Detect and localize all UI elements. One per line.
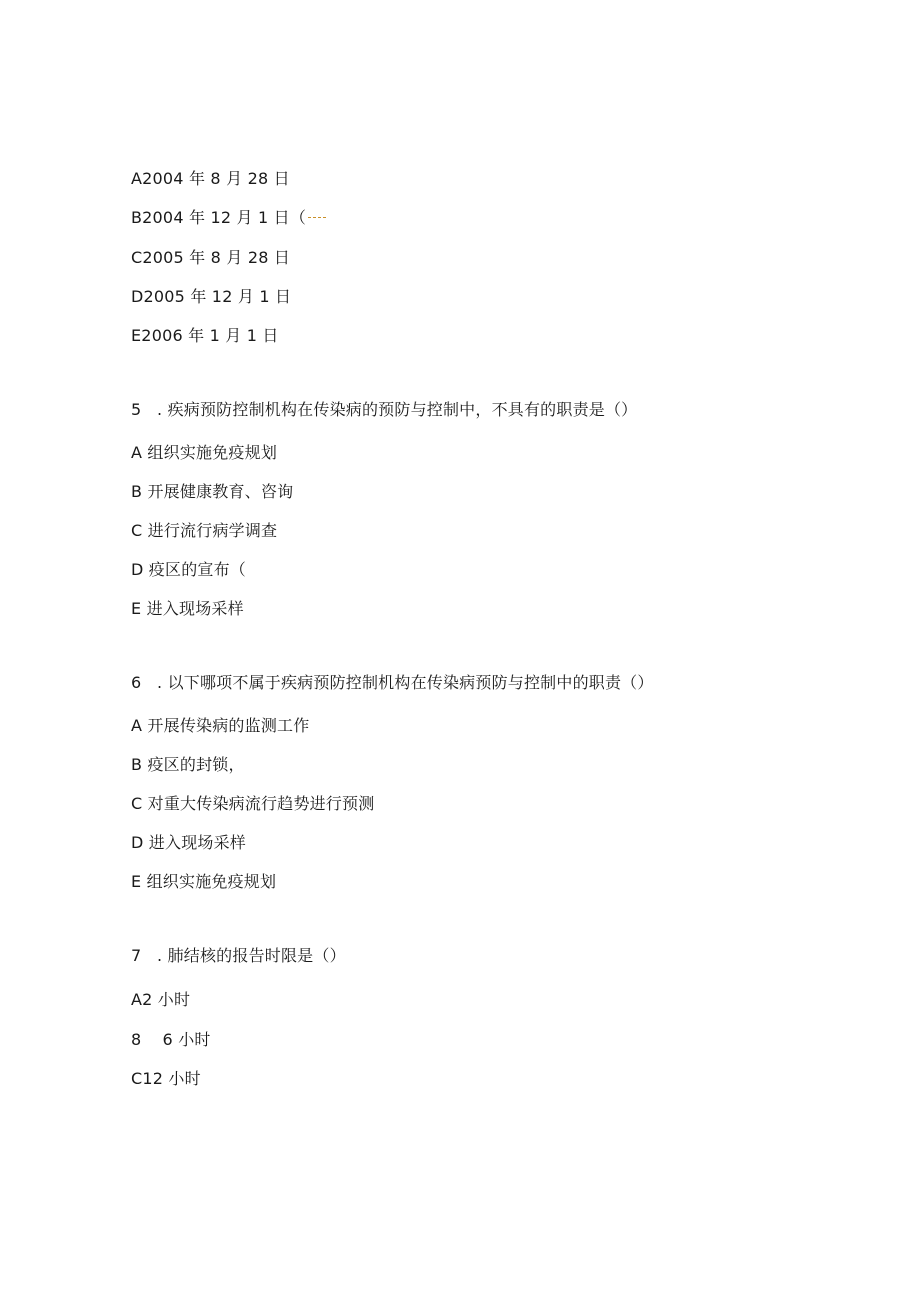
q6-option-a: A 开展传染病的监测工作 bbox=[131, 716, 310, 735]
q6-option-e: E 组织实施免疫规划 bbox=[131, 872, 277, 891]
q4-option-a: A2004 年 8 月 28 日 bbox=[131, 169, 290, 188]
q5-text: . 疾病预防控制机构在传染病的预防与控制中，不具有的职责是（） bbox=[157, 400, 638, 419]
q7-option-a: A2 小时 bbox=[131, 990, 191, 1009]
q6-option-b: B 疫区的封锁， bbox=[131, 755, 245, 774]
q5-question bbox=[131, 400, 637, 420]
q5-number: 5 bbox=[131, 400, 142, 419]
q7-number: 7 bbox=[131, 946, 142, 965]
q7-option-c: C12 小时 bbox=[131, 1069, 201, 1088]
dash-mark bbox=[308, 217, 326, 218]
q6-option-d: D 进入现场采样 bbox=[131, 833, 247, 852]
q6-option-c: C 对重大传染病流行趋势进行预测 bbox=[131, 794, 375, 813]
q4-option-c: C2005 年 8 月 28 日 bbox=[131, 248, 291, 267]
q7-text: . 肺结核的报告时限是（） bbox=[157, 946, 346, 965]
q6-text: . 以下哪项不属于疾病预防控制机构在传染病预防与控制中的职责（） bbox=[157, 673, 654, 692]
q5-option-d: D 疫区的宣布（ bbox=[131, 560, 247, 579]
q4-option-b-text: B2004 年 12 月 1 日（ bbox=[131, 208, 307, 227]
q5-option-b: B 开展健康教育、咨询 bbox=[131, 482, 294, 501]
q5-option-e: E 进入现场采样 bbox=[131, 599, 244, 618]
q7-option-b: 8 6 小时 bbox=[131, 1030, 211, 1049]
q4-option-e: E2006 年 1 月 1 日 bbox=[131, 326, 279, 345]
q4-option-b bbox=[131, 208, 326, 228]
q6-number: 6 bbox=[131, 673, 142, 692]
q7-question bbox=[131, 946, 346, 966]
q4-option-d: D2005 年 12 月 1 日 bbox=[131, 287, 292, 306]
q5-option-a: A 组织实施免疫规划 bbox=[131, 443, 278, 462]
q6-question bbox=[131, 673, 654, 693]
q5-option-c: C 进行流行病学调查 bbox=[131, 521, 278, 540]
